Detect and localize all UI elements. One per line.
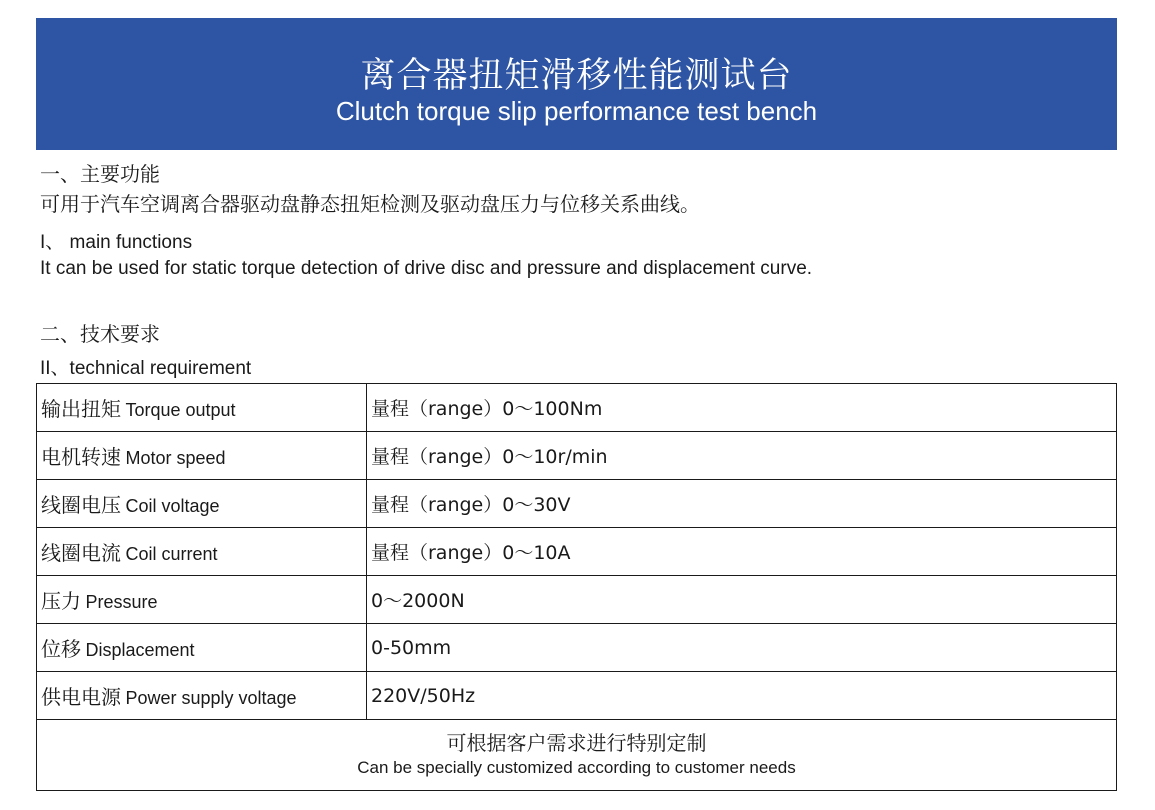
param-value: 量程（range）0～10A [367,528,1117,576]
param-name-english: Power supply voltage [125,688,297,708]
title-banner [36,18,1117,150]
param-name-chinese: 位移 [41,637,81,661]
customization-note [37,720,1117,791]
param-name-cell [37,480,367,528]
param-name-cell [37,528,367,576]
customization-note-chinese: 可根据客户需求进行特别定制 [446,731,707,756]
param-name-chinese: 线圈电流 [41,541,121,565]
param-value: 量程（range）0～30V [367,480,1117,528]
param-name-chinese: 线圈电压 [41,493,121,517]
param-name-chinese: 电机转速 [41,445,121,469]
table-row [37,672,1117,720]
table-row [37,624,1117,672]
section1-body-chinese: 可用于汽车空调离合器驱动盘静态扭矩检测及驱动盘压力与位移关系曲线。 [40,192,700,216]
section1-heading-english: I、 main functions [40,232,193,253]
table-row [37,528,1117,576]
spec-table [36,383,1117,791]
param-name-chinese: 输出扭矩 [41,397,121,421]
customization-note-english: Can be specially customized according to customer needs [357,758,796,778]
param-name-english: Coil current [125,544,218,564]
param-name-english: Coil voltage [125,496,220,516]
section2-heading-english: II、technical requirement [40,358,252,379]
section2-heading-chinese: 二、技术要求 [40,322,160,346]
param-name-cell [37,624,367,672]
param-name-english: Displacement [85,640,195,660]
table-row [37,432,1117,480]
param-name-english: Torque output [125,400,236,420]
page-title-english: Clutch torque slip performance test bench [335,96,818,126]
table-row [37,480,1117,528]
param-value: 量程（range）0～100Nm [367,384,1117,432]
param-name-cell [37,432,367,480]
param-value: 220V/50Hz [367,672,1117,720]
param-name-cell [37,384,367,432]
param-value: 0～2000N [367,576,1117,624]
footer-row [37,720,1117,791]
param-value: 量程（range）0～10r/min [367,432,1117,480]
table-row [37,384,1117,432]
param-name-cell [37,672,367,720]
param-name-cell [37,576,367,624]
table-row [37,576,1117,624]
param-name-english: Motor speed [125,448,226,468]
param-value: 0-50mm [367,624,1117,672]
param-name-chinese: 压力 [41,589,81,613]
param-name-chinese: 供电电源 [41,685,121,709]
param-name-english: Pressure [85,592,158,612]
page-title-chinese: 离合器扭矩滑移性能测试台 [360,56,793,96]
section1-body-english: It can be used for static torque detection of drive disc and pressure and displacement curve. [40,258,813,279]
section1-heading-chinese: 一、主要功能 [40,162,160,186]
